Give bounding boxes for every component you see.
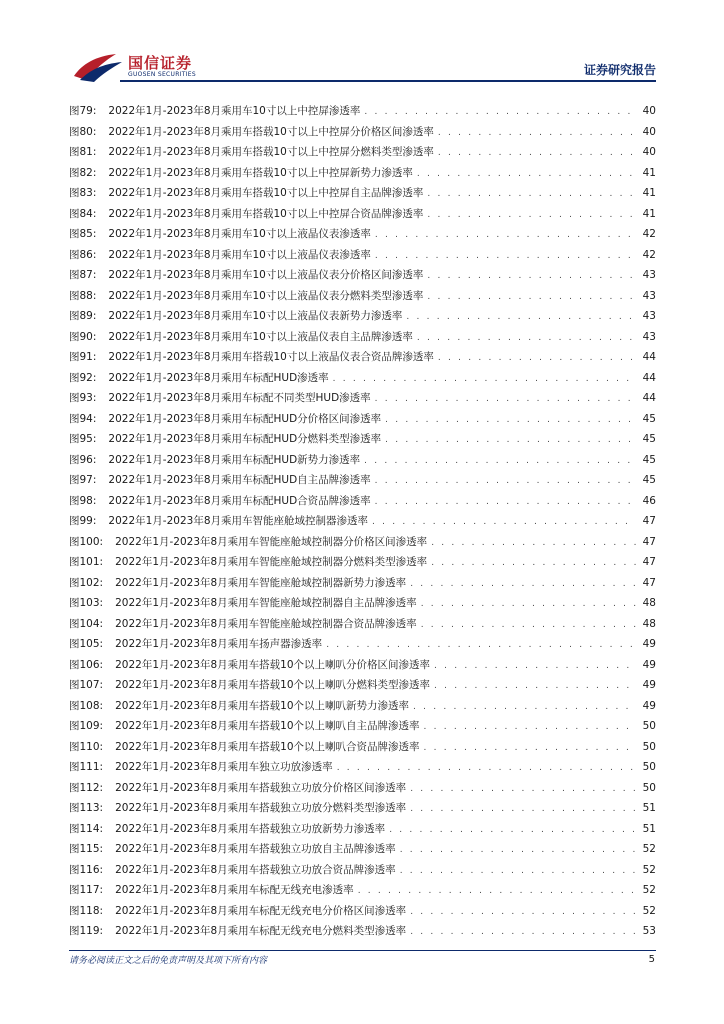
toc-figure-label: 图116:: [69, 863, 104, 876]
toc-dot-leader: [438, 143, 636, 164]
toc-figure-label: 图85:: [69, 228, 97, 240]
toc-figure-title: 2022年1月-2023年8月乘用车标配HUD合资品牌渗透率: [108, 494, 371, 507]
toc-entry[interactable]: [69, 224, 656, 245]
toc-figure-title: 2022年1月-2023年8月乘用车搭载10寸以上中控屏分价格区间渗透率: [108, 125, 434, 138]
toc-entry[interactable]: [69, 245, 656, 266]
toc-entry[interactable]: [69, 552, 656, 573]
toc-figure-title: 2022年1月-2023年8月乘用车10寸以上液晶仪表渗透率: [108, 248, 371, 261]
toc-page-number: 52: [642, 863, 656, 876]
toc-entry[interactable]: [69, 388, 656, 409]
toc-entry[interactable]: [69, 347, 656, 368]
toc-entry[interactable]: [69, 470, 656, 491]
toc-dot-leader: [431, 533, 636, 554]
toc-figure-label: 图111:: [69, 761, 104, 773]
toc-figure-label: 图105:: [69, 638, 104, 650]
toc-entry[interactable]: [69, 716, 656, 737]
toc-figure-title: 2022年1月-2023年8月乘用车独立功放渗透率: [115, 761, 333, 773]
toc-figure-title: 2022年1月-2023年8月乘用车标配无线充电分燃料类型渗透率: [115, 925, 407, 937]
toc-entry[interactable]: [69, 921, 656, 942]
toc-page-number: 52: [642, 843, 656, 855]
toc-entry[interactable]: [69, 450, 656, 471]
toc-figure-label: 图106:: [69, 658, 104, 671]
toc-figure-label: 图82:: [69, 166, 97, 179]
toc-entry[interactable]: [69, 204, 656, 225]
toc-figure-label: 图110:: [69, 740, 104, 753]
toc-figure-label: 图86:: [69, 248, 97, 261]
toc-page-number: 45: [642, 453, 656, 466]
toc-figure-title: 2022年1月-2023年8月乘用车搭载10寸以上中控屏自主品牌渗透率: [108, 187, 424, 199]
logo-chinese-name: 国信证券: [128, 54, 193, 72]
toc-entry[interactable]: [69, 265, 656, 286]
toc-dot-leader: [438, 348, 636, 369]
toc-entry[interactable]: [69, 593, 656, 614]
toc-page-number: 52: [642, 884, 656, 896]
toc-page-number: 44: [642, 351, 656, 363]
toc-dot-leader: [434, 676, 636, 697]
footer-disclaimer: 请务必阅读正文之后的免责声明及其项下所有内容: [69, 956, 268, 966]
toc-figure-label: 图95:: [69, 433, 97, 445]
toc-figure-title: 2022年1月-2023年8月乘用车智能座舱域控制器自主品牌渗透率: [115, 597, 417, 609]
toc-entry[interactable]: [69, 675, 656, 696]
toc-page-number: 41: [642, 207, 656, 220]
toc-page-number: 48: [642, 597, 656, 609]
toc-figure-title: 2022年1月-2023年8月乘用车搭载独立功放自主品牌渗透率: [115, 843, 396, 855]
toc-page-number: 43: [642, 310, 656, 322]
toc-dot-leader: [410, 574, 636, 595]
toc-figure-label: 图100:: [69, 535, 104, 548]
toc-figure-title: 2022年1月-2023年8月乘用车10寸以上中控屏渗透率: [108, 105, 361, 117]
guosen-logo-mark-icon: [72, 50, 124, 82]
toc-entry[interactable]: [69, 511, 656, 532]
toc-entry[interactable]: [69, 491, 656, 512]
toc-figure-title: 2022年1月-2023年8月乘用车搭载10个以上喇叭合资品牌渗透率: [115, 740, 420, 753]
toc-page-number: 47: [642, 576, 656, 589]
toc-dot-leader: [372, 512, 636, 533]
toc-page-number: 51: [642, 802, 656, 814]
toc-figure-label: 图88:: [69, 289, 97, 302]
toc-figure-title: 2022年1月-2023年8月乘用车搭载10个以上喇叭分价格区间渗透率: [115, 658, 431, 671]
toc-dot-leader: [427, 184, 636, 205]
toc-dot-leader: [424, 717, 636, 738]
toc-dot-leader: [375, 471, 636, 492]
figure-index-list: [69, 101, 656, 942]
toc-page-number: 40: [642, 125, 656, 138]
toc-dot-leader: [375, 389, 636, 410]
toc-dot-leader: [413, 697, 636, 718]
toc-dot-leader: [410, 779, 636, 800]
toc-figure-label: 图101:: [69, 556, 104, 568]
toc-page-number: 50: [642, 761, 656, 773]
toc-page-number: 51: [642, 822, 656, 835]
toc-entry[interactable]: [69, 880, 656, 901]
toc-figure-title: 2022年1月-2023年8月乘用车搭载10个以上喇叭分燃料类型渗透率: [115, 679, 431, 691]
toc-entry[interactable]: [69, 737, 656, 758]
toc-entry[interactable]: [69, 757, 656, 778]
toc-entry[interactable]: [69, 696, 656, 717]
guosen-logo: [72, 50, 202, 84]
toc-figure-label: 图109:: [69, 720, 104, 732]
toc-entry[interactable]: [69, 778, 656, 799]
toc-page-number: 44: [642, 392, 656, 404]
toc-figure-title: 2022年1月-2023年8月乘用车搭载10个以上喇叭自主品牌渗透率: [115, 720, 420, 732]
toc-figure-label: 图92:: [69, 371, 97, 384]
toc-figure-title: 2022年1月-2023年8月乘用车10寸以上液晶仪表分价格区间渗透率: [108, 269, 424, 281]
toc-entry[interactable]: [69, 532, 656, 553]
toc-page-number: 52: [642, 904, 656, 917]
toc-page-number: 42: [642, 228, 656, 240]
toc-page-number: 43: [642, 269, 656, 281]
toc-figure-label: 图103:: [69, 597, 104, 609]
toc-dot-leader: [410, 922, 636, 943]
toc-entry[interactable]: [69, 183, 656, 204]
toc-figure-title: 2022年1月-2023年8月乘用车搭载10个以上喇叭新势力渗透率: [115, 699, 410, 712]
toc-figure-label: 图107:: [69, 679, 104, 691]
toc-page-number: 47: [642, 535, 656, 548]
toc-page-number: 45: [642, 474, 656, 486]
toc-figure-title: 2022年1月-2023年8月乘用车标配HUD分燃料类型渗透率: [108, 433, 382, 445]
toc-entry[interactable]: [69, 798, 656, 819]
toc-dot-leader: [427, 287, 636, 308]
toc-figure-title: 2022年1月-2023年8月乘用车标配不同类型HUD渗透率: [108, 392, 371, 404]
toc-page-number: 48: [642, 617, 656, 630]
toc-figure-title: 2022年1月-2023年8月乘用车标配HUD自主品牌渗透率: [108, 474, 371, 486]
toc-entry[interactable]: [69, 634, 656, 655]
toc-figure-title: 2022年1月-2023年8月乘用车智能座舱域控制器分价格区间渗透率: [115, 535, 428, 548]
toc-figure-title: 2022年1月-2023年8月乘用车标配HUD渗透率: [108, 371, 329, 384]
footer-divider: [69, 950, 656, 951]
toc-figure-label: 图96:: [69, 453, 97, 466]
toc-dot-leader: [358, 881, 636, 902]
toc-dot-leader: [427, 266, 636, 287]
toc-figure-label: 图91:: [69, 351, 97, 363]
toc-dot-leader: [326, 635, 636, 656]
toc-dot-leader: [337, 758, 636, 779]
toc-figure-title: 2022年1月-2023年8月乘用车智能座舱域控制器分燃料类型渗透率: [115, 556, 428, 568]
toc-page-number: 46: [642, 494, 656, 507]
toc-page-number: 43: [642, 330, 656, 343]
toc-dot-leader: [375, 492, 636, 513]
toc-page-number: 40: [642, 105, 656, 117]
toc-entry[interactable]: [69, 142, 656, 163]
page-number: 5: [648, 954, 655, 965]
toc-page-number: 41: [642, 187, 656, 199]
toc-dot-leader: [431, 553, 636, 574]
toc-figure-title: 2022年1月-2023年8月乘用车10寸以上液晶仪表自主品牌渗透率: [108, 330, 413, 343]
toc-figure-title: 2022年1月-2023年8月乘用车标配无线充电分价格区间渗透率: [115, 904, 407, 917]
toc-figure-title: 2022年1月-2023年8月乘用车搭载独立功放新势力渗透率: [115, 822, 386, 835]
toc-entry[interactable]: [69, 573, 656, 594]
toc-entry[interactable]: [69, 368, 656, 389]
toc-dot-leader: [385, 410, 636, 431]
toc-dot-leader: [385, 430, 636, 451]
toc-figure-title: 2022年1月-2023年8月乘用车10寸以上液晶仪表分燃料类型渗透率: [108, 289, 424, 302]
toc-entry[interactable]: [69, 860, 656, 881]
toc-figure-label: 图108:: [69, 699, 104, 712]
toc-page-number: 44: [642, 371, 656, 384]
toc-page-number: 49: [642, 699, 656, 712]
toc-entry[interactable]: [69, 122, 656, 143]
toc-dot-leader: [400, 861, 636, 882]
toc-page-number: 49: [642, 638, 656, 650]
toc-figure-label: 图83:: [69, 187, 97, 199]
toc-figure-label: 图93:: [69, 392, 97, 404]
toc-figure-title: 2022年1月-2023年8月乘用车搭载独立功放分燃料类型渗透率: [115, 802, 407, 814]
header-divider: [120, 80, 656, 82]
toc-page-number: 45: [642, 433, 656, 445]
toc-dot-leader: [421, 594, 636, 615]
toc-dot-leader: [417, 328, 636, 349]
toc-page-number: 43: [642, 289, 656, 302]
toc-entry[interactable]: [69, 901, 656, 922]
toc-figure-label: 图89:: [69, 310, 97, 322]
toc-entry[interactable]: [69, 655, 656, 676]
toc-figure-title: 2022年1月-2023年8月乘用车标配HUD分价格区间渗透率: [108, 412, 382, 425]
toc-page-number: 49: [642, 679, 656, 691]
toc-entry[interactable]: [69, 101, 656, 122]
toc-figure-label: 图79:: [69, 105, 97, 117]
toc-page-number: 41: [642, 166, 656, 179]
toc-dot-leader: [333, 369, 636, 390]
toc-entry[interactable]: [69, 409, 656, 430]
toc-dot-leader: [438, 123, 636, 144]
page-header: [0, 0, 724, 90]
report-type-label: 证券研究报告: [583, 63, 656, 77]
toc-entry[interactable]: [69, 839, 656, 860]
toc-page-number: 45: [642, 412, 656, 425]
toc-figure-label: 图90:: [69, 330, 97, 343]
toc-dot-leader: [364, 102, 636, 123]
toc-dot-leader: [427, 205, 636, 226]
toc-dot-leader: [389, 820, 636, 841]
toc-dot-leader: [434, 656, 636, 677]
toc-figure-label: 图118:: [69, 904, 104, 917]
logo-english-name: GUOSEN SECURITIES: [128, 71, 197, 78]
toc-figure-title: 2022年1月-2023年8月乘用车智能座舱域控制器渗透率: [108, 515, 368, 527]
toc-figure-label: 图119:: [69, 925, 104, 937]
toc-page-number: 53: [642, 925, 656, 937]
toc-figure-title: 2022年1月-2023年8月乘用车搭载10寸以上中控屏分燃料类型渗透率: [108, 146, 434, 158]
toc-dot-leader: [375, 225, 636, 246]
toc-figure-label: 图113:: [69, 802, 104, 814]
toc-entry[interactable]: [69, 614, 656, 635]
toc-figure-title: 2022年1月-2023年8月乘用车智能座舱域控制器新势力渗透率: [115, 576, 407, 589]
toc-dot-leader: [410, 902, 636, 923]
toc-figure-title: 2022年1月-2023年8月乘用车标配HUD新势力渗透率: [108, 453, 361, 466]
toc-figure-title: 2022年1月-2023年8月乘用车搭载10寸以上中控屏合资品牌渗透率: [108, 207, 424, 220]
toc-figure-label: 图97:: [69, 474, 97, 486]
toc-page-number: 47: [642, 556, 656, 568]
toc-figure-label: 图84:: [69, 207, 97, 220]
toc-figure-label: 图99:: [69, 515, 97, 527]
toc-dot-leader: [417, 164, 636, 185]
toc-page-number: 50: [642, 781, 656, 794]
toc-figure-title: 2022年1月-2023年8月乘用车搭载10寸以上中控屏新势力渗透率: [108, 166, 413, 179]
toc-entry[interactable]: [69, 429, 656, 450]
toc-entry[interactable]: [69, 163, 656, 184]
toc-dot-leader: [364, 451, 636, 472]
toc-dot-leader: [410, 799, 636, 820]
toc-dot-leader: [424, 738, 636, 759]
toc-figure-title: 2022年1月-2023年8月乘用车10寸以上液晶仪表渗透率: [108, 228, 371, 240]
toc-figure-label: 图112:: [69, 781, 104, 794]
toc-dot-leader: [375, 246, 636, 267]
toc-page-number: 40: [642, 146, 656, 158]
toc-figure-label: 图98:: [69, 494, 97, 507]
toc-figure-title: 2022年1月-2023年8月乘用车标配无线充电渗透率: [115, 884, 354, 896]
toc-page-number: 42: [642, 248, 656, 261]
toc-figure-label: 图104:: [69, 617, 104, 630]
toc-figure-label: 图115:: [69, 843, 104, 855]
toc-page-number: 47: [642, 515, 656, 527]
toc-figure-label: 图117:: [69, 884, 104, 896]
toc-figure-title: 2022年1月-2023年8月乘用车智能座舱域控制器合资品牌渗透率: [115, 617, 417, 630]
toc-dot-leader: [400, 840, 636, 861]
toc-figure-label: 图80:: [69, 125, 97, 138]
toc-figure-label: 图81:: [69, 146, 97, 158]
toc-figure-label: 图102:: [69, 576, 104, 589]
toc-entry[interactable]: [69, 327, 656, 348]
toc-figure-label: 图94:: [69, 412, 97, 425]
toc-page-number: 50: [642, 720, 656, 732]
toc-figure-title: 2022年1月-2023年8月乘用车搭载10寸以上液晶仪表合资品牌渗透率: [108, 351, 434, 363]
toc-entry[interactable]: [69, 819, 656, 840]
toc-entry[interactable]: [69, 286, 656, 307]
toc-figure-title: 2022年1月-2023年8月乘用车扬声器渗透率: [115, 638, 323, 650]
toc-dot-leader: [406, 307, 636, 328]
toc-figure-label: 图114:: [69, 822, 104, 835]
toc-page-number: 49: [642, 658, 656, 671]
toc-entry[interactable]: [69, 306, 656, 327]
toc-figure-title: 2022年1月-2023年8月乘用车10寸以上液晶仪表新势力渗透率: [108, 310, 403, 322]
toc-figure-title: 2022年1月-2023年8月乘用车搭载独立功放合资品牌渗透率: [115, 863, 396, 876]
toc-figure-label: 图87:: [69, 269, 97, 281]
toc-figure-title: 2022年1月-2023年8月乘用车搭载独立功放分价格区间渗透率: [115, 781, 407, 794]
toc-dot-leader: [421, 615, 636, 636]
toc-page-number: 50: [642, 740, 656, 753]
